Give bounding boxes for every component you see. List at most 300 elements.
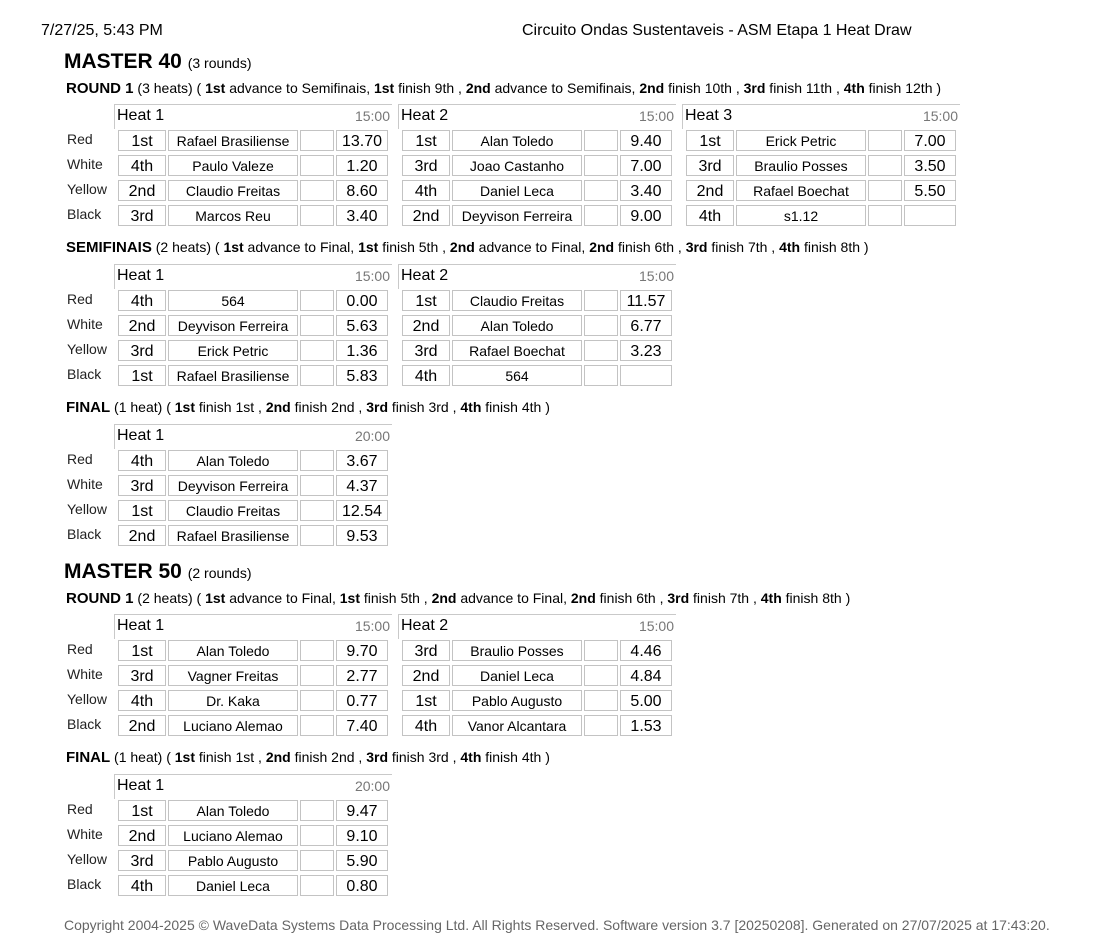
heat-duration: 15:00 [638, 268, 674, 284]
round-desc-text: finish 3rd , [388, 749, 461, 765]
surfer-name: Luciano Alemao [168, 825, 298, 846]
surfer-name: Alan Toledo [168, 800, 298, 821]
finish-position: 2nd [118, 180, 166, 201]
round-name: ROUND 1 [66, 590, 134, 607]
table-row [682, 155, 960, 178]
surfer-name: Rafael Boechat [736, 180, 866, 201]
blank-cell [300, 525, 334, 546]
surfer-name: Daniel Leca [452, 180, 582, 201]
blank-cell [584, 640, 618, 661]
round-desc-text: advance to Semifinais, [225, 80, 374, 96]
heat-name: Heat 1 [117, 267, 165, 284]
heat-score: 9.10 [336, 825, 388, 846]
table-row [114, 290, 392, 313]
heat-score: 9.53 [336, 525, 388, 546]
blank-cell [300, 130, 334, 151]
heat-header [114, 264, 392, 289]
round-desc-text: finish 4th ) [481, 399, 550, 415]
table-row [114, 640, 392, 663]
blank-cell [300, 365, 334, 386]
heat-table [114, 774, 392, 900]
surfer-name: 564 [452, 365, 582, 386]
round-name: SEMIFINAIS [66, 239, 152, 256]
jersey-color-label: White [67, 826, 103, 842]
heat-score: 1.20 [336, 155, 388, 176]
jersey-color-column [67, 127, 107, 227]
place-bold: 1st [205, 80, 226, 96]
blank-cell [300, 875, 334, 896]
heat-score [904, 205, 956, 226]
round-desc-text: finish 3rd , [388, 399, 461, 415]
heat-score: 5.83 [336, 365, 388, 386]
place-bold: 3rd [743, 80, 766, 96]
finish-position: 1st [118, 130, 166, 151]
heat-duration: 15:00 [638, 618, 674, 634]
table-row [114, 340, 392, 363]
surfer-name: Pablo Augusto [452, 690, 582, 711]
table-row [114, 665, 392, 688]
round-name: FINAL [66, 749, 111, 766]
jersey-color-label: Red [67, 451, 93, 467]
surfer-name: Rafael Boechat [452, 340, 582, 361]
round-desc-text: (1 heat) ( [110, 749, 175, 765]
finish-position: 3rd [402, 340, 450, 361]
blank-cell [584, 365, 618, 386]
heat-duration: 15:00 [354, 108, 390, 124]
jersey-color-label: Black [67, 526, 102, 542]
heat-score: 3.40 [336, 205, 388, 226]
heat-score: 9.00 [620, 205, 672, 226]
place-bold: 3rd [685, 239, 708, 255]
heat-header [114, 424, 392, 449]
place-bold: 4th [460, 749, 482, 765]
place-bold: 1st [223, 239, 244, 255]
blank-cell [584, 155, 618, 176]
heat-score: 6.77 [620, 315, 672, 336]
heat-table [114, 424, 392, 550]
finish-position: 1st [402, 690, 450, 711]
heat-table [114, 614, 392, 740]
blank-cell [868, 205, 902, 226]
place-bold: 1st [205, 590, 226, 606]
jersey-color-label: Yellow [67, 181, 107, 197]
round-description [66, 80, 941, 97]
table-row [398, 665, 676, 688]
blank-cell [300, 205, 334, 226]
finish-position: 1st [118, 800, 166, 821]
heat-header [114, 774, 392, 799]
surfer-name: Vagner Freitas [168, 665, 298, 686]
print-date: 7/27/25, 5:43 PM [41, 22, 163, 39]
table-row [398, 130, 676, 153]
heat-score: 9.40 [620, 130, 672, 151]
surfer-name: Erick Petric [736, 130, 866, 151]
surfer-name: Daniel Leca [168, 875, 298, 896]
heat-score: 8.60 [336, 180, 388, 201]
jersey-color-label: Red [67, 131, 93, 147]
jersey-color-label: White [67, 666, 103, 682]
blank-cell [300, 180, 334, 201]
blank-cell [300, 800, 334, 821]
round-desc-text: finish 6th , [595, 590, 668, 606]
surfer-name: Claudio Freitas [452, 290, 582, 311]
round-desc-text: advance to Final, [456, 590, 571, 606]
heat-score: 0.00 [336, 290, 388, 311]
place-bold: 2nd [265, 749, 291, 765]
heat-name: Heat 1 [117, 427, 165, 444]
finish-position: 4th [118, 290, 166, 311]
round-desc-text: finish 11th , [765, 80, 844, 96]
jersey-color-column [67, 447, 107, 547]
table-row [114, 475, 392, 498]
place-bold: 1st [373, 80, 395, 96]
heat-score: 13.70 [336, 130, 388, 151]
jersey-color-label: White [67, 156, 103, 172]
surfer-name: Alan Toledo [168, 640, 298, 661]
place-bold: 1st [174, 749, 195, 765]
table-row [114, 690, 392, 713]
round-desc-text: advance to Final, [225, 590, 340, 606]
round-desc-text: finish 12th ) [864, 80, 942, 96]
round-desc-text: finish 9th , [394, 80, 466, 96]
division-title [64, 50, 252, 74]
surfer-name: Pablo Augusto [168, 850, 298, 871]
heat-score: 3.50 [904, 155, 956, 176]
table-row [398, 155, 676, 178]
place-bold: 2nd [265, 399, 291, 415]
surfer-name: Claudio Freitas [168, 500, 298, 521]
jersey-color-label: Black [67, 206, 102, 222]
surfer-name: 564 [168, 290, 298, 311]
table-row [398, 365, 676, 388]
division-rounds: (3 rounds) [187, 55, 252, 71]
round-name: ROUND 1 [66, 80, 134, 97]
round-desc-text: (2 heats) ( [151, 239, 224, 255]
heat-score: 4.37 [336, 475, 388, 496]
blank-cell [300, 825, 334, 846]
table-row [114, 315, 392, 338]
place-bold: 2nd [570, 590, 596, 606]
table-row [682, 130, 960, 153]
finish-position: 1st [118, 365, 166, 386]
heat-score: 5.00 [620, 690, 672, 711]
round-desc-text: finish 2nd , [290, 749, 367, 765]
heat-table [398, 614, 676, 740]
place-bold: 3rd [366, 399, 388, 415]
blank-cell [584, 315, 618, 336]
round-desc-text: finish 10th , [664, 80, 744, 96]
surfer-name: Dr. Kaka [168, 690, 298, 711]
finish-position: 4th [118, 690, 166, 711]
table-row [114, 850, 392, 873]
jersey-color-label: White [67, 476, 103, 492]
heat-score: 1.53 [620, 715, 672, 736]
jersey-color-label: Yellow [67, 691, 107, 707]
heat-name: Heat 3 [685, 107, 733, 124]
finish-position: 1st [118, 640, 166, 661]
blank-cell [584, 665, 618, 686]
table-row [114, 155, 392, 178]
print-header [0, 22, 1103, 42]
heat-score: 0.77 [336, 690, 388, 711]
round-description [66, 749, 550, 766]
place-bold: 1st [339, 590, 360, 606]
heat-score: 4.46 [620, 640, 672, 661]
blank-cell [300, 850, 334, 871]
heat-score: 3.40 [620, 180, 672, 201]
heat-score: 5.90 [336, 850, 388, 871]
finish-position: 3rd [402, 155, 450, 176]
division-name: MASTER 40 [64, 50, 182, 73]
heat-duration: 20:00 [354, 428, 390, 444]
jersey-color-label: Red [67, 291, 93, 307]
blank-cell [300, 640, 334, 661]
finish-position: 2nd [686, 180, 734, 201]
heat-name: Heat 2 [401, 267, 449, 284]
round-desc-text: advance to Semifinais, [490, 80, 640, 96]
surfer-name: s1.12 [736, 205, 866, 226]
heat-name: Heat 1 [117, 777, 165, 794]
place-bold: 2nd [465, 80, 491, 96]
surfer-name: Paulo Valeze [168, 155, 298, 176]
place-bold: 4th [760, 590, 782, 606]
heat-score: 2.77 [336, 665, 388, 686]
round-desc-text: (1 heat) ( [110, 399, 175, 415]
blank-cell [300, 315, 334, 336]
round-description [66, 239, 869, 256]
finish-position: 3rd [402, 640, 450, 661]
round-desc-text: (2 heats) ( [133, 590, 206, 606]
surfer-name: Daniel Leca [452, 665, 582, 686]
heat-header [114, 614, 392, 639]
blank-cell [868, 155, 902, 176]
finish-position: 2nd [402, 205, 450, 226]
finish-position: 3rd [118, 665, 166, 686]
finish-position: 4th [402, 365, 450, 386]
table-row [682, 180, 960, 203]
surfer-name: Erick Petric [168, 340, 298, 361]
round-desc-text: advance to Final, [243, 239, 359, 255]
table-row [398, 315, 676, 338]
finish-position: 2nd [118, 825, 166, 846]
heat-table [398, 264, 676, 390]
heat-header [398, 264, 676, 289]
heat-name: Heat 1 [117, 617, 165, 634]
surfer-name: Alan Toledo [452, 130, 582, 151]
table-row [114, 130, 392, 153]
heat-score: 3.23 [620, 340, 672, 361]
round-desc-text: finish 8th ) [781, 590, 851, 606]
heat-name: Heat 2 [401, 617, 449, 634]
heat-score: 9.47 [336, 800, 388, 821]
surfer-name: Marcos Reu [168, 205, 298, 226]
table-row [114, 180, 392, 203]
finish-position: 3rd [118, 340, 166, 361]
round-desc-text: finish 8th ) [800, 239, 869, 255]
surfer-name: Rafael Brasiliense [168, 525, 298, 546]
table-row [398, 340, 676, 363]
finish-position: 3rd [686, 155, 734, 176]
blank-cell [300, 690, 334, 711]
finish-position: 4th [118, 155, 166, 176]
table-row [398, 290, 676, 313]
heat-score [620, 365, 672, 386]
table-row [398, 715, 676, 738]
heat-duration: 15:00 [354, 268, 390, 284]
finish-position: 2nd [118, 525, 166, 546]
heat-score: 7.40 [336, 715, 388, 736]
round-description [66, 399, 550, 416]
place-bold: 2nd [449, 239, 475, 255]
round-desc-text: finish 6th , [614, 239, 686, 255]
blank-cell [868, 130, 902, 151]
jersey-color-label: Black [67, 366, 102, 382]
blank-cell [300, 290, 334, 311]
blank-cell [300, 450, 334, 471]
heat-table [114, 104, 392, 230]
heat-table [682, 104, 960, 230]
table-row [114, 205, 392, 228]
division-rounds: (2 rounds) [187, 565, 252, 581]
round-desc-text: finish 5th , [378, 239, 450, 255]
finish-position: 4th [118, 875, 166, 896]
heat-name: Heat 1 [117, 107, 165, 124]
surfer-name: Claudio Freitas [168, 180, 298, 201]
blank-cell [300, 340, 334, 361]
place-bold: 3rd [667, 590, 690, 606]
blank-cell [868, 180, 902, 201]
heat-score: 11.57 [620, 290, 672, 311]
surfer-name: Joao Castanho [452, 155, 582, 176]
round-desc-text: finish 1st , [195, 399, 266, 415]
heat-duration: 15:00 [354, 618, 390, 634]
heat-score: 3.67 [336, 450, 388, 471]
finish-position: 4th [686, 205, 734, 226]
round-desc-text: (3 heats) ( [133, 80, 206, 96]
finish-position: 3rd [118, 850, 166, 871]
blank-cell [584, 340, 618, 361]
blank-cell [300, 665, 334, 686]
heat-duration: 15:00 [638, 108, 674, 124]
heat-table [114, 264, 392, 390]
heat-score: 7.00 [904, 130, 956, 151]
heat-name: Heat 2 [401, 107, 449, 124]
finish-position: 2nd [118, 315, 166, 336]
jersey-color-label: Yellow [67, 851, 107, 867]
surfer-name: Alan Toledo [452, 315, 582, 336]
jersey-color-label: Black [67, 876, 102, 892]
surfer-name: Vanor Alcantara [452, 715, 582, 736]
jersey-color-label: Red [67, 641, 93, 657]
heat-score: 5.63 [336, 315, 388, 336]
place-bold: 4th [460, 399, 482, 415]
surfer-name: Braulio Posses [452, 640, 582, 661]
heat-score: 9.70 [336, 640, 388, 661]
blank-cell [584, 290, 618, 311]
heat-duration: 20:00 [354, 778, 390, 794]
table-row [398, 690, 676, 713]
finish-position: 2nd [402, 315, 450, 336]
table-row [114, 365, 392, 388]
table-row [398, 640, 676, 663]
heat-header [682, 104, 960, 129]
place-bold: 2nd [589, 239, 615, 255]
surfer-name: Rafael Brasiliense [168, 365, 298, 386]
blank-cell [300, 715, 334, 736]
blank-cell [584, 205, 618, 226]
blank-cell [584, 690, 618, 711]
heat-score: 1.36 [336, 340, 388, 361]
round-description [66, 590, 850, 607]
table-row [682, 205, 960, 228]
table-row [398, 180, 676, 203]
place-bold: 1st [358, 239, 379, 255]
round-desc-text: finish 7th , [689, 590, 761, 606]
finish-position: 3rd [118, 205, 166, 226]
copyright-footer: Copyright 2004-2025 © WaveData Systems Data Processing Ltd. All Rights Reserved. Software version 3.7 [20250208]. Generated on 27/07/2025 at 17:43:20. [64, 917, 1050, 933]
jersey-color-label: Black [67, 716, 102, 732]
finish-position: 4th [402, 180, 450, 201]
finish-position: 2nd [402, 665, 450, 686]
finish-position: 3rd [118, 475, 166, 496]
finish-position: 1st [402, 290, 450, 311]
jersey-color-column [67, 797, 107, 897]
jersey-color-label: Yellow [67, 501, 107, 517]
blank-cell [584, 130, 618, 151]
table-row [114, 500, 392, 523]
finish-position: 1st [118, 500, 166, 521]
table-row [114, 450, 392, 473]
place-bold: 3rd [366, 749, 388, 765]
round-desc-text: finish 2nd , [290, 399, 367, 415]
jersey-color-label: White [67, 316, 103, 332]
blank-cell [584, 180, 618, 201]
heat-score: 5.50 [904, 180, 956, 201]
round-desc-text: finish 5th , [359, 590, 432, 606]
division-title [64, 560, 252, 584]
table-row [114, 875, 392, 898]
place-bold: 1st [174, 399, 195, 415]
finish-position: 4th [402, 715, 450, 736]
blank-cell [300, 155, 334, 176]
round-desc-text: finish 1st , [195, 749, 266, 765]
round-name: FINAL [66, 399, 111, 416]
surfer-name: Deyvison Ferreira [168, 475, 298, 496]
place-bold: 2nd [431, 590, 457, 606]
jersey-color-column [67, 287, 107, 387]
surfer-name: Luciano Alemao [168, 715, 298, 736]
heat-header [398, 614, 676, 639]
blank-cell [300, 500, 334, 521]
heat-header [114, 104, 392, 129]
place-bold: 4th [843, 80, 865, 96]
finish-position: 2nd [118, 715, 166, 736]
finish-position: 1st [686, 130, 734, 151]
place-bold: 4th [779, 239, 801, 255]
heat-score: 7.00 [620, 155, 672, 176]
table-row [114, 715, 392, 738]
jersey-color-label: Yellow [67, 341, 107, 357]
round-desc-text: finish 7th , [707, 239, 780, 255]
surfer-name: Deyvison Ferreira [452, 205, 582, 226]
table-row [114, 800, 392, 823]
heat-score: 12.54 [336, 500, 388, 521]
table-row [114, 525, 392, 548]
division-name: MASTER 50 [64, 560, 182, 583]
document-title: Circuito Ondas Sustentaveis - ASM Etapa 1 Heat Draw [522, 22, 912, 39]
surfer-name: Alan Toledo [168, 450, 298, 471]
jersey-color-column [67, 637, 107, 737]
